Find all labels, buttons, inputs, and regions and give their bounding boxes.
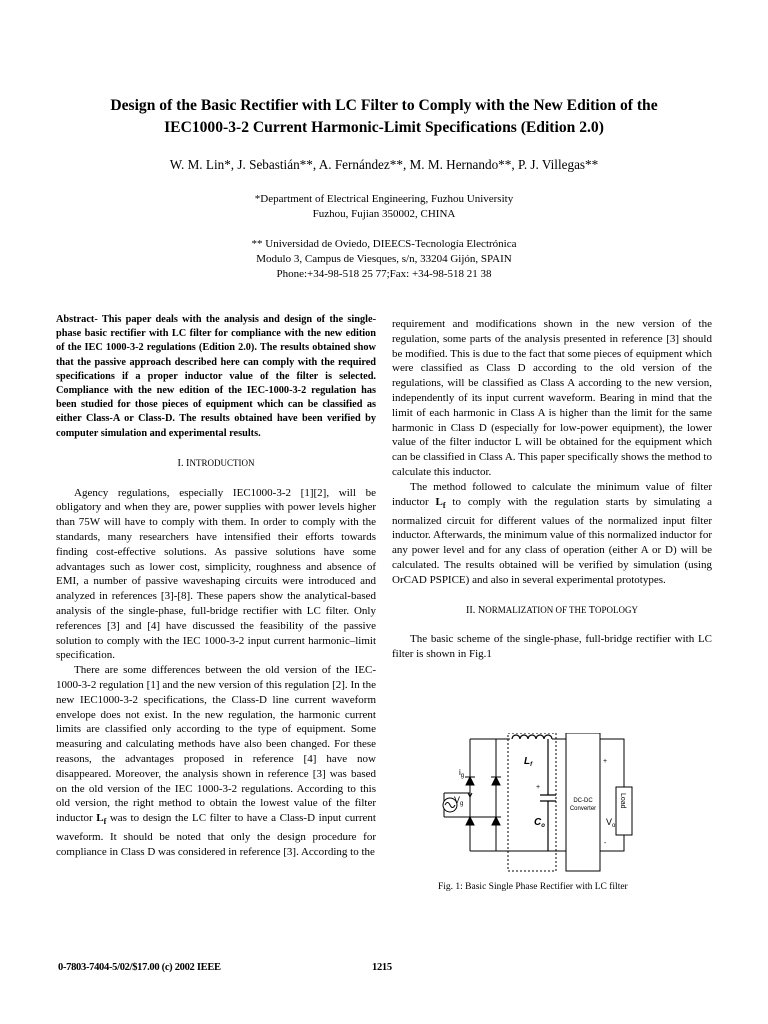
right-paragraph-1: requirement and modifications shown in the new version of the regulation, some parts of the analysis presented in reference [3] should be modified. This is due to the fact that some pieces of equipment which were classified as Class D according to the old version of the regulations, will be classified as Class A according to the new version, independently of its input current waveform. Bearing in mind that the limit of each harmonic in Class A is higher than the limit for the same harmonic in Class D (especially for low-power equipment), the lower value of the filter inductor L will be obtained for the equipment which can be classified in Class A. This paper specifically shows the method to calculate this inductor. [392,318,712,478]
section-number: II. [465,604,476,616]
heading-cap: I [186,457,190,469]
right-paragraph-3: The basic scheme of the single-phase, full-bridge rectifier with LC filter is shown in Fig.1 [392,633,712,661]
abstract: Abstract- This paper deals with the analysis and design of the single-phase basic rectifier with LC filter for compliance with the new edition of the IEC 1000-3-2 regulations (Edition 2.0). The results obtained show that the passive approach described here can comply with the required specifications if a proper inductor value of the filter is selected. Compliance with the new edition of the IEC-1000-3-2 regulation has been studied for those pieces of equipment which can be classified as either Class-A or Class-D. The results obtained have been verified by computer simulation and experimental results. [56,314,376,439]
affiliation-line: Fuzhou, Fujian 350002, CHINA [312,208,456,220]
converter-label-1: DC-DC [573,798,593,804]
affiliation-line: *Department of Electrical Engineering, Fuzhou University [254,193,514,205]
right-column [392,317,712,662]
figure-caption: Fig. 1: Basic Single Phase Rectifier with LC filter [438,882,628,892]
label-Co: $C_o$ [534,817,545,829]
text-run: was to design the LC filter to have a Class-D input current waveform. It should be noted that only the design procedure for compliance in Class D was considered in reference [3]. According to the [56,812,376,858]
label-Lf: $L_f$ [524,756,533,768]
text-run: The method followed to calculate the minimum value of filter inductor [392,480,712,508]
minus-sign: - [604,840,607,847]
affiliation-line: Phone:+34-98-518 25 77;Fax: +34-98-518 21 38 [276,268,492,280]
plus-sign: + [603,758,608,765]
converter-label-2: Converter [569,806,597,812]
bridge-legs [470,739,496,851]
bridge-diodes [466,777,500,825]
affiliation-oviedo [140,237,628,282]
right-paragraph-2 [392,480,712,588]
label-ig: $i_g$ [459,768,465,779]
author-list: W. M. Lin*, J. Sebastián**, A. Fernández**, M. M. Hernando**, P. J. Villegas** [169,157,599,172]
left-column [56,313,376,860]
section-heading-normalization [392,603,712,619]
rectifier-circuit-figure [440,733,640,878]
label-vg: $V_g$ [454,795,464,807]
heading-smallcaps: NTRODUCTION [189,457,255,468]
affiliation-fuzhou [140,192,628,222]
heading-cap: T [588,604,596,616]
paper-title [40,95,728,139]
intro-paragraph-1: Agency regulations, especially IEC1000-3-2 [1][2], will be obligatory and when they are, power supplies with power levels higher than 75W will have to comply with them. In order to comply with the standards, many researchers have intensified their efforts towards finding cost-effective solutions. As passive solutions have some advantages such as lower cost, simplicity, roughness and absence of EMI, a number of passive waveshaping circuits were introduced and analyzed in references [3]-[8]. These papers show the analytical-based analysis of the single-phase, full-bridge rectifier with LC filter. Only references [3] and [4] have discussed the feasibility of the passive solution to comply with the IEC 1000-3-2 input current harmonic–limit specification. [56,486,376,662]
title-line-2: IEC1000-3-2 Current Harmonic-Limit Specifications (Edition 2.0) [164,119,604,136]
section-heading-introduction [56,456,376,472]
text-run: There are some differences between the old version of the IEC-1000-3-2 regulation [1] and the new version of this regulation [2]. In the new IEC1000-3-2 specifications, the Class-D line current waveform envelope does not exist. In the new regulation, the harmonic current limits are classified only according to the type of equipment. Some measuring and calculating methods have also been changed. For these reasons, the advantages proposed in reference [4] have now disappeared. Moreover, the analysis shown in reference [3] was based on the old version of the IEC 1000-3-2 regulations. According to this old version, the right method to obtain the lowest value of the filter inductor [56,664,376,825]
page-number: 1215 [372,962,392,973]
inductor-symbol-coil [512,735,552,739]
plus-sign: + [536,784,541,791]
lc-filter-box [508,733,556,871]
load-label: Load [619,793,626,809]
heading-smallcaps: OPOLOGY [595,604,639,615]
heading-smallcaps: ORMALIZATION OF THE [485,604,589,615]
inductor-subscript: f [103,817,107,827]
capacitor-symbol [540,739,556,851]
inductor-subscript: f [442,500,446,510]
intro-paragraph-2 [56,663,376,860]
section-number: I. [177,457,184,469]
copyright-footer: 0-7803-7404-5/02/$17.00 (c) 2002 IEEE [58,962,221,973]
title-line-1: Design of the Basic Rectifier with LC Filter to Comply with the New Edition of the [110,97,658,114]
label-vo: $V_o$ [606,817,616,829]
heading-cap: N [477,604,486,616]
text-run: to comply with the regulation starts by simulating a normalized circuit for different values of the normalized input filter inductor. Afterwards, the minimum value of this normalized inductor for any power level and for any class of operation (either A or D) will be calculated. The results obtained will be verified by simulation (using OrCAD PSPICE) and also in several experimental prototypes. [392,495,712,586]
affiliation-line: Modulo 3, Campus de Viesques, s/n, 33204 Gijón, SPAIN [256,253,512,265]
affiliation-line: ** Universidad de Oviedo, DIEECS-Tecnología Electrónica [251,238,517,250]
inductor-symbol: L [96,812,104,825]
inductor-symbol: L [435,495,443,508]
